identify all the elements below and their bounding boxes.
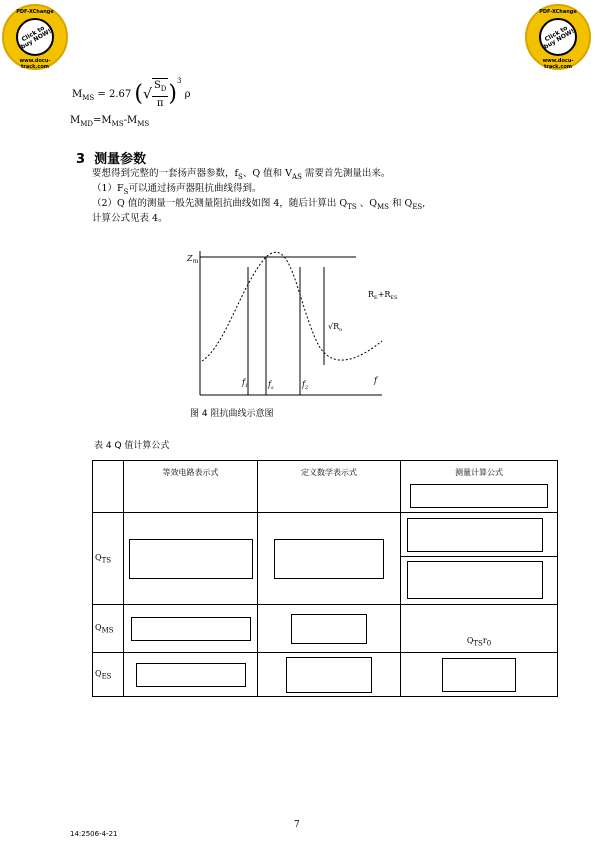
qts-measure-cell [401, 513, 558, 605]
table-title: 表 4 Q 值计算公式 [94, 441, 170, 451]
corner-cell [93, 461, 124, 513]
formula-mms: $M_{MS} = 2.67$ (√ $\frac{S_D}{\pi}$ )$^3$ ρ [72, 76, 191, 109]
badge-bottom-text: www.docu-track.com [19, 58, 51, 70]
pdf-xchange-badge-left[interactable] [2, 4, 68, 70]
qes-circuit-cell [124, 653, 258, 697]
f2-label: $f_2$ [302, 380, 309, 391]
impedance-expression-box [410, 484, 548, 508]
formula-mmd: $M_{MD}=M_{MS}-M_{MS}$ [70, 115, 150, 128]
f1-label: $f_1$ [242, 378, 249, 389]
impedance-curve-figure [186, 245, 402, 407]
badge-bottom-text: www.docu-track.com [542, 58, 574, 70]
qts-measure-formula-2-box [407, 561, 543, 599]
figure-caption: 图 4 阻抗曲线示意图 [190, 409, 274, 419]
row-label-qes: $Q_{ES}$ [93, 653, 124, 697]
zm-label: $Z_m$ [187, 254, 199, 265]
footer-code: 14:2506-4-21 [70, 830, 118, 838]
section-number: 3 [76, 152, 86, 167]
qes-circuit-formula-box [136, 663, 246, 687]
qes-definition-formula-box [286, 657, 372, 693]
qms-measure-cell: $Q_{TS}r_0$ [401, 605, 558, 653]
qts-circuit-formula-box [129, 539, 253, 579]
re-res-label: $R_E+R_{ES}$ [368, 290, 398, 301]
header-definition: 定义数学表示式 [258, 461, 401, 513]
qms-circuit-cell [124, 605, 258, 653]
qts-measure-formula-1-box [407, 518, 543, 552]
qes-measure-cell [401, 653, 558, 697]
q-formula-table [92, 460, 558, 697]
qes-definition-cell [258, 653, 401, 697]
qms-definition-formula-box [291, 614, 367, 644]
header-measurement: 测量计算公式 [401, 461, 558, 513]
qms-definition-cell [258, 605, 401, 653]
section-heading [76, 148, 146, 167]
qes-measure-formula-box [442, 658, 516, 692]
badge-top-text: PDF-XChange [16, 9, 54, 15]
qts-circuit-cell [124, 513, 258, 605]
paragraph-2: $(1)F_S$可以通过扬声器阻抗曲线得到。 [92, 183, 262, 196]
f-label: f [374, 376, 377, 385]
section-title: 测量参数 [94, 152, 147, 167]
qts-definition-formula-box [274, 539, 384, 579]
paragraph-1: 要想得到完整的一套扬声器参数，$f_S$、Q 值和 $V_{AS}$ 需要首先测量出来。 [92, 168, 391, 181]
sqrt-r0-label: $√R_o$ [328, 322, 343, 333]
badge-top-text: PDF-XChange [539, 9, 577, 15]
header-equivalent-circuit: 等效电路表示式 [124, 461, 258, 513]
row-label-qts: $Q_{TS}$ [93, 513, 124, 605]
page-number: 7 [294, 820, 300, 830]
qts-definition-cell [258, 513, 401, 605]
badge-core-text: Click to buy NOW! [19, 24, 53, 51]
impedance-curve [202, 252, 382, 361]
qms-circuit-formula-box [131, 617, 251, 641]
pdf-xchange-badge-right[interactable] [525, 4, 591, 70]
fs-label: $f_s$ [268, 380, 274, 391]
paragraph-3: （2）Q 值的测量一般先测量阻抗曲线如图 4，随后计算出 $Q_{TS}$ 、$Q_{MS}$ 和 $Q_{ES}$, [92, 198, 426, 211]
badge-core-text: Click to buy NOW! [542, 24, 576, 51]
paragraph-4: 计算公式见表 4。 [92, 213, 168, 224]
row-label-qms: $Q_{MS}$ [93, 605, 124, 653]
